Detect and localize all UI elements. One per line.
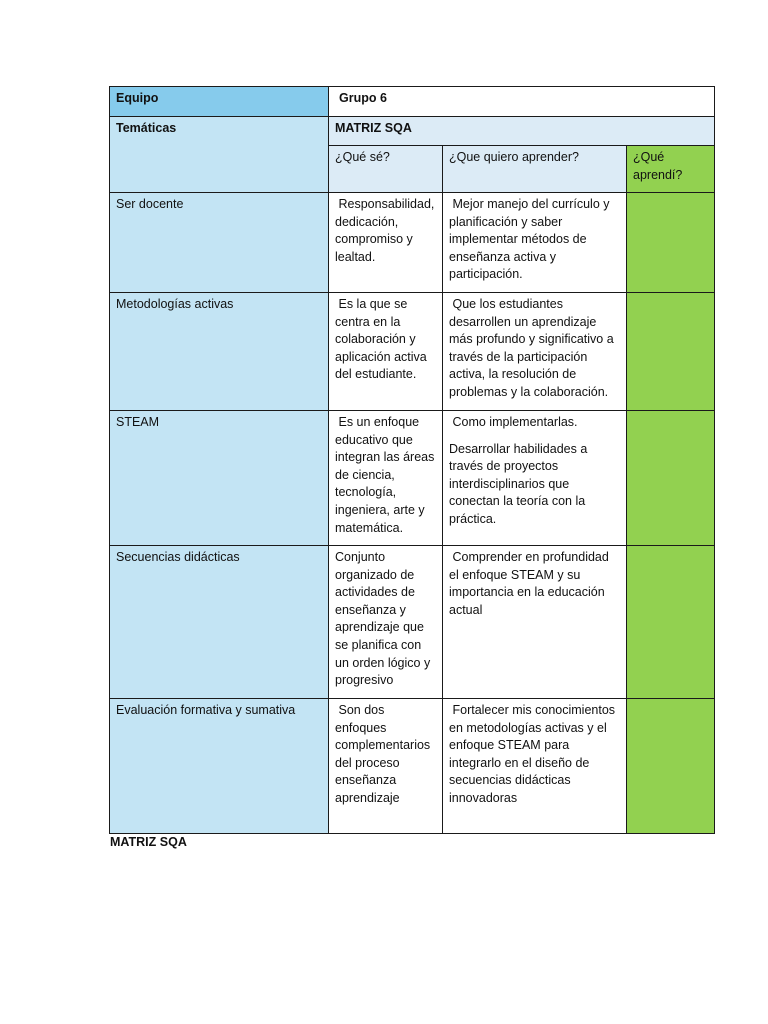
table-row (110, 411, 715, 546)
row-que-se: Es la que se centra en la colaboración y aplicación activa del estudiante. (329, 293, 443, 411)
row-que-quiero: Fortalecer mis conocimientos en metodologías activas y el enfoque STEAM para integrarlo en el diseño de secuencias didácticas innovadoras (443, 699, 627, 834)
matrix-title-row (110, 117, 715, 146)
row-que-aprendi (627, 293, 715, 411)
row-que-quiero-second-paragraph: Desarrollar habilidades a través de proyectos interdisciplinarios que conectan la teoría con la práctica. (449, 441, 588, 526)
row-tema: Evaluación formativa y sumativa (110, 699, 329, 834)
row-que-se: Es un enfoque educativo que integran las áreas de ciencia, tecnología, ingeniera, arte y matemática. (329, 411, 443, 546)
row-que-aprendi (627, 546, 715, 699)
table-row (110, 546, 715, 699)
row-que-se: Son dos enfoques complementarios del proceso enseñanza aprendizaje (329, 699, 443, 834)
table-row (110, 699, 715, 834)
row-que-aprendi (627, 699, 715, 834)
row-que-quiero: Que los estudiantes desarrollen un aprendizaje más profundo y significativo a través de la participación activa, la resolución de problemas y la colaboración. (443, 293, 627, 411)
matrix-title: MATRIZ SQA (329, 117, 715, 146)
column-header-que-se: ¿Qué sé? (329, 146, 443, 193)
row-tema: STEAM (110, 411, 329, 546)
equipo-value: Grupo 6 (329, 87, 715, 117)
row-que-aprendi (627, 411, 715, 546)
row-que-quiero: Como implementarlas. Desarrollar habilidades a través de proyectos interdisciplinarios que conectan la teoría con la práctica. (443, 411, 627, 546)
tematicas-label: Temáticas (110, 117, 329, 193)
row-que-aprendi (627, 193, 715, 293)
table-row (110, 293, 715, 411)
row-que-se: Conjunto organizado de actividades de enseñanza y aprendizaje que se planifica con un orden lógico y progresivo (329, 546, 443, 699)
row-tema: Ser docente (110, 193, 329, 293)
column-header-que-quiero-aprender: ¿Que quiero aprender? (443, 146, 627, 193)
row-tema: Metodologías activas (110, 293, 329, 411)
column-header-que-aprendi: ¿Qué aprendí? (627, 146, 715, 193)
row-que-quiero: Mejor manejo del currículo y planificación y saber implementar métodos de enseñanza activa y participación. (443, 193, 627, 293)
row-que-se: Responsabilidad, dedicación, compromiso y lealtad. (329, 193, 443, 293)
row-que-quiero: Comprender en profundidad el enfoque STEAM y su importancia en la educación actual (443, 546, 627, 699)
equipo-row (110, 87, 715, 117)
sqa-matrix-table (109, 86, 715, 834)
table-row (110, 193, 715, 293)
footer-caption: MATRIZ SQA (110, 835, 187, 849)
equipo-label: Equipo (110, 87, 329, 117)
row-tema: Secuencias didácticas (110, 546, 329, 699)
